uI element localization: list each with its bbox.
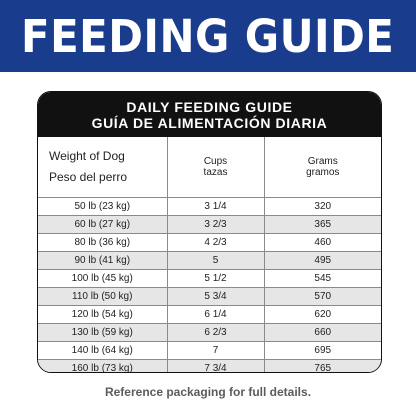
table-row xyxy=(38,252,381,270)
cups-header-english: Cups xyxy=(203,156,228,167)
weight-cell: 110 lb (50 kg) xyxy=(38,288,167,306)
banner-title: FEEDING GUIDE xyxy=(21,9,395,63)
weight-cell: 140 lb (64 kg) xyxy=(38,342,167,360)
cups-column-header xyxy=(167,137,264,198)
table-title-spanish: GUÍA DE ALIMENTACIÓN DIARIA xyxy=(91,114,328,131)
weight-cell: 120 lb (54 kg) xyxy=(38,306,167,324)
cups-cell: 3 2/3 xyxy=(167,216,264,234)
weight-cell: 60 lb (27 kg) xyxy=(38,216,167,234)
table-row xyxy=(38,234,381,252)
table-header-row xyxy=(38,137,381,198)
table-row xyxy=(38,324,381,342)
weight-cell: 50 lb (23 kg) xyxy=(38,198,167,216)
grams-cell: 695 xyxy=(264,342,381,360)
grams-header-spanish: gramos xyxy=(306,167,340,178)
table-row xyxy=(38,198,381,216)
grams-cell: 620 xyxy=(264,306,381,324)
cups-cell: 6 2/3 xyxy=(167,324,264,342)
table-row xyxy=(38,216,381,234)
grams-column-header xyxy=(264,137,381,198)
table-row xyxy=(38,270,381,288)
grams-cell: 495 xyxy=(264,252,381,270)
weight-header-english: Weight of Dog xyxy=(49,149,125,163)
feeding-guide-banner xyxy=(0,0,416,72)
weight-column-header xyxy=(38,137,167,198)
feeding-table xyxy=(38,137,381,373)
grams-header-english: Grams xyxy=(307,156,338,167)
table-title-header xyxy=(38,92,381,137)
cups-cell: 5 3/4 xyxy=(167,288,264,306)
cups-cell: 7 xyxy=(167,342,264,360)
cups-cell: 4 2/3 xyxy=(167,234,264,252)
grams-cell: 545 xyxy=(264,270,381,288)
weight-cell: 90 lb (41 kg) xyxy=(38,252,167,270)
weight-cell: 130 lb (59 kg) xyxy=(38,324,167,342)
grams-cell: 660 xyxy=(264,324,381,342)
table-row xyxy=(38,342,381,360)
grams-cell: 320 xyxy=(264,198,381,216)
weight-header-spanish: Peso del perro xyxy=(49,170,128,184)
grams-cell: 460 xyxy=(264,234,381,252)
weight-cell: 160 lb (73 kg) xyxy=(38,360,167,374)
cups-cell: 5 xyxy=(167,252,264,270)
footer-note: Reference packaging for full details. xyxy=(104,385,312,399)
cups-cell: 6 1/4 xyxy=(167,306,264,324)
weight-cell: 80 lb (36 kg) xyxy=(38,234,167,252)
table-title-english: DAILY FEEDING GUIDE xyxy=(126,98,293,115)
table-row xyxy=(38,306,381,324)
weight-cell: 100 lb (45 kg) xyxy=(38,270,167,288)
grams-cell: 765 xyxy=(264,360,381,374)
cups-cell: 5 1/2 xyxy=(167,270,264,288)
cups-cell: 3 1/4 xyxy=(167,198,264,216)
table-row xyxy=(38,360,381,374)
feeding-guide-table-card xyxy=(37,91,382,373)
cups-header-spanish: tazas xyxy=(203,167,228,178)
table-row xyxy=(38,288,381,306)
grams-cell: 365 xyxy=(264,216,381,234)
grams-cell: 570 xyxy=(264,288,381,306)
cups-cell: 7 3/4 xyxy=(167,360,264,374)
